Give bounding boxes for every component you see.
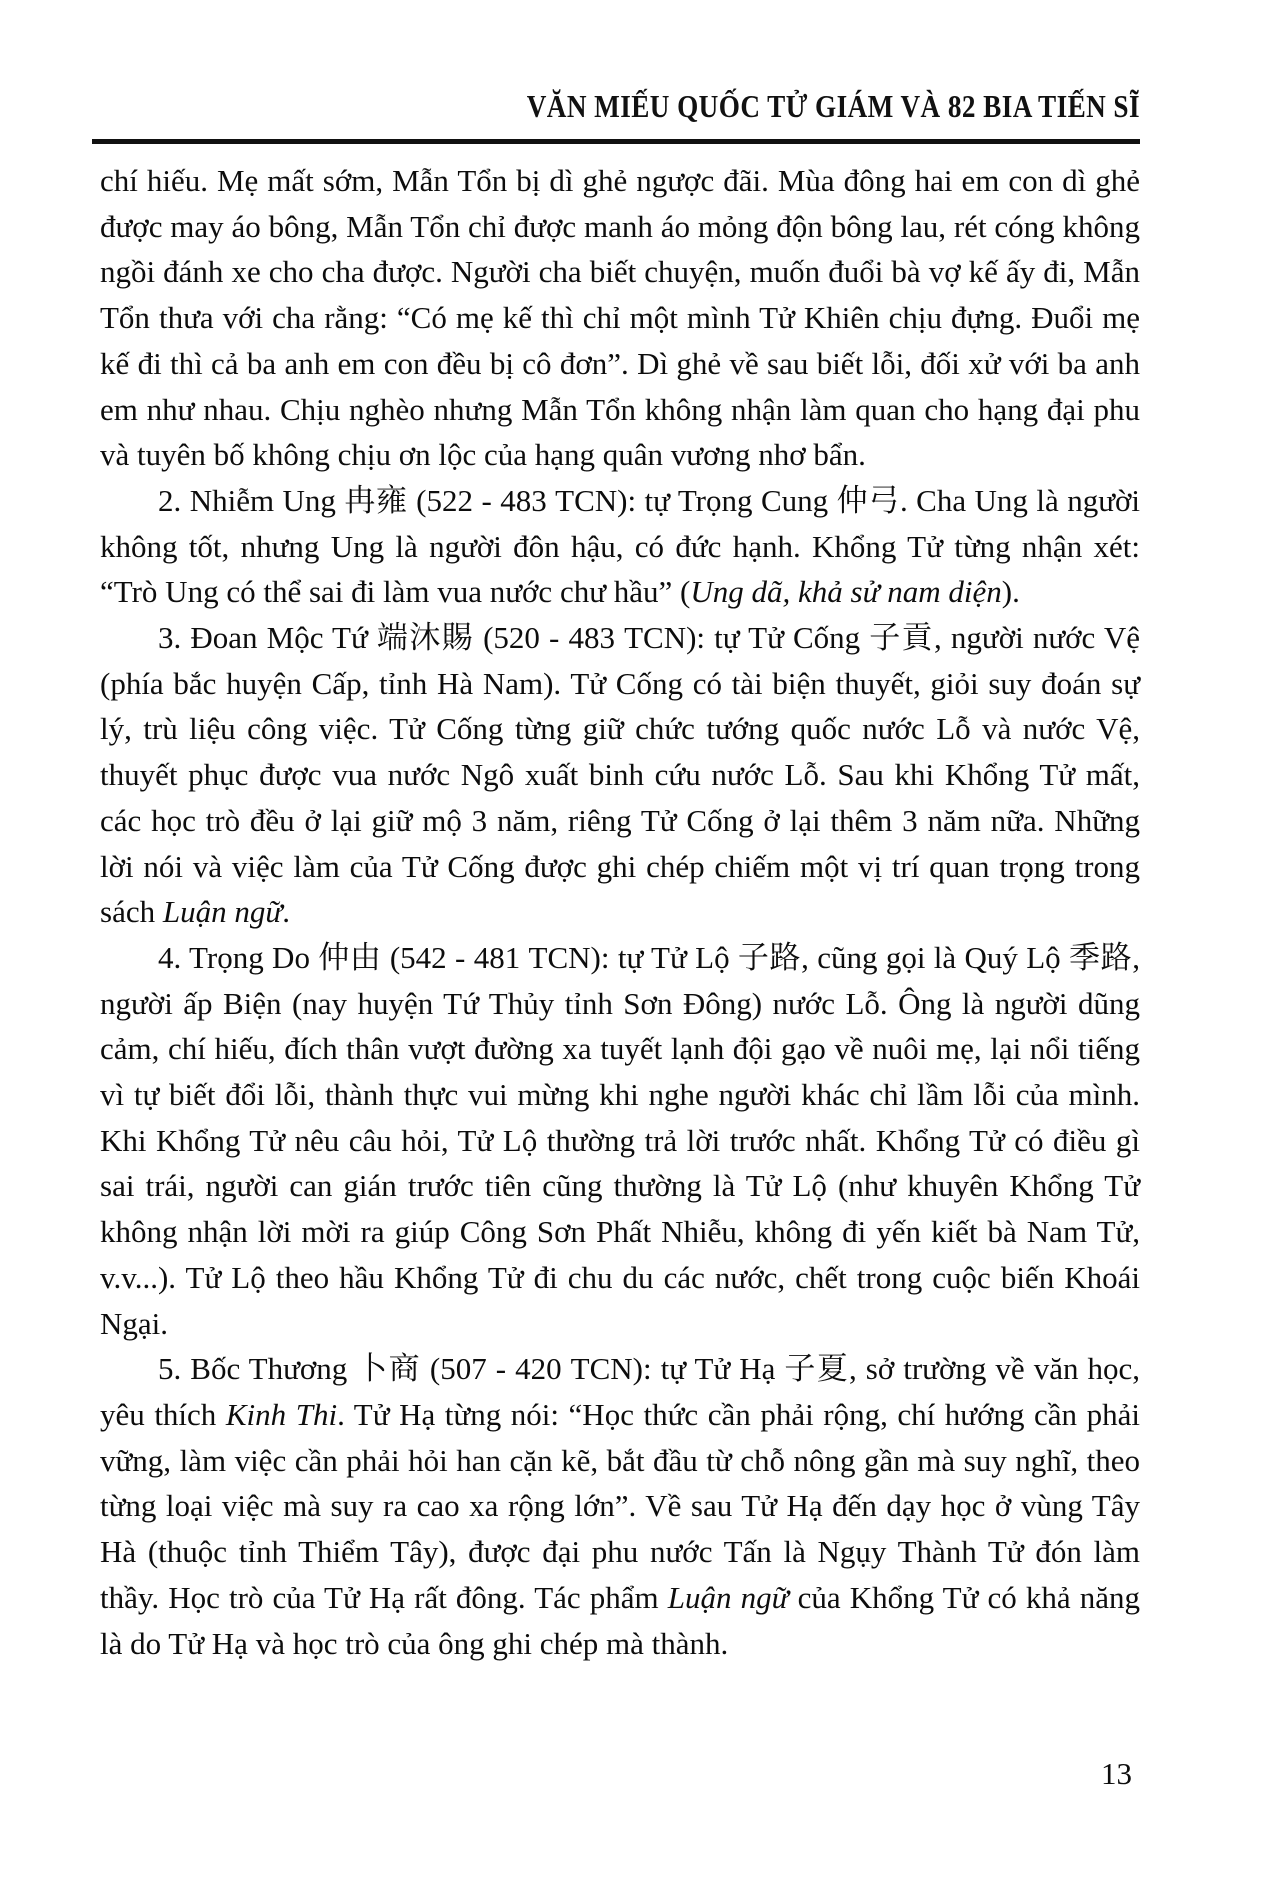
- italic-text-run: Ung dã, khả sử nam diện: [690, 574, 1002, 610]
- text-run: 4. Trọng Do 仲由 (542 - 481 TCN): tự Tử Lộ 子路, cũng gọi là Quý Lộ 季路, người ấp Biện (nay huyện Tứ Thủy tỉnh Sơn Đông) nước Lỗ. Ông là người dũng cảm, chí hiếu, đích thân vượt đường xa tuyết lạnh đội gạo về nuôi mẹ, lại nổi tiếng vì tự biết đổi lỗi, thành thực vui mừng khi nghe người khác chỉ lầm lỗi của mình. Khi Khổng Tử nêu câu hỏi, Tử Lộ thường trả lời trước nhất. Khổng Tử có điều gì sai trái, người can gián trước tiên cũng thường là Tử Lộ (như khuyên Khổng Tử không nhận lời mời ra giúp Công Sơn Phất Nhiễu, không đi yến kiết bà Nam Tử, v.v...). Tử Lộ theo hầu Khổng Tử đi chu du các nước, chết trong cuộc biến Khoái Ngại.: [100, 939, 1140, 1341]
- text-run: 3. Đoan Mộc Tứ 端沐賜 (520 - 483 TCN): tự Tử Cống 子貢, người nước Vệ (phía bắc huyện Cấp, tỉnh Hà Nam). Tử Cống có tài biện thuyết, giỏi suy đoán sự lý, trù liệu công việc. Tử Cống từng giữ chức tướng quốc nước Lỗ và nước Vệ, thuyết phục được vua nước Ngô xuất binh cứu nước Lỗ. Sau khi Khổng Tử mất, các học trò đều ở lại giữ mộ 3 năm, riêng Tử Cống ở lại thêm 3 năm nữa. Những lời nói và việc làm của Tử Cống được ghi chép chiếm một vị trí quan trọng trong sách: [100, 620, 1140, 930]
- paragraph: [100, 615, 1140, 935]
- page-number: 13: [1101, 1756, 1132, 1791]
- italic-text-run: Luận ngữ: [162, 894, 283, 930]
- text-run: ).: [1001, 574, 1020, 610]
- running-head-title: VĂN MIẾU QUỐC TỬ GIÁM VÀ 82 BIA TIẾN SĨ: [526, 88, 1140, 124]
- text-run: . Tử Hạ từng nói: “Học thức cần phải rộng, chí hướng cần phải vững, làm việc cần phải hỏi han cặn kẽ, bắt đầu từ chỗ nông gần mà suy nghĩ, theo từng loại việc mà suy ra cao xa rộng lớn”. Về sau Tử Hạ đến dạy học ở vùng Tây Hà (thuộc tỉnh Thiểm Tây), được đại phu nước Tấn là Ngụy Thành Tử đón làm thầy. Học trò của Tử Hạ rất đông. Tác phẩm: [100, 1396, 1140, 1615]
- body-text: [100, 158, 1140, 1666]
- italic-text-run: Kinh Thi: [225, 1396, 338, 1432]
- paragraph: [100, 935, 1140, 1346]
- paragraph: [100, 1346, 1140, 1666]
- paragraph: [100, 478, 1140, 615]
- text-run: 2. Nhiễm Ung 冉雍 (522 - 483 TCN): tự Trọng Cung 仲弓. Cha Ung là người không tốt, nhưng Ung là người đôn hậu, có đức hạnh. Khổng Tử từng nhận xét: “Trò Ung có thể sai đi làm vua nước chư hầu” (: [100, 482, 1140, 610]
- header-rule: [92, 139, 1140, 144]
- italic-text-run: Luận ngữ: [667, 1579, 789, 1615]
- text-run: chí hiếu. Mẹ mất sớm, Mẫn Tổn bị dì ghẻ ngược đãi. Mùa đông hai em con dì ghẻ được may áo bông, Mẫn Tổn chỉ được manh áo mỏng độn bông lau, rét cóng không ngồi đánh xe cho cha được. Người cha biết chuyện, muốn đuổi bà vợ kế ấy đi, Mẫn Tổn thưa với cha rằng: “Có mẹ kế thì chỉ một mình Tử Khiên chịu đựng. Đuổi mẹ kế đi thì cả ba anh em con đều bị cô đơn”. Dì ghẻ về sau biết lỗi, đối xử với ba anh em như nhau. Chịu nghèo nhưng Mẫn Tổn không nhận làm quan cho hạng đại phu và tuyên bố không chịu ơn lộc của hạng quân vương nhơ bẩn.: [100, 163, 1140, 473]
- text-run: của Khổng Tử có khả năng là do Tử Hạ và học trò của ông ghi chép mà thành.: [100, 1579, 1140, 1661]
- text-run: .: [282, 894, 290, 930]
- paragraph: [100, 158, 1140, 478]
- text-run: 5. Bốc Thương 卜商 (507 - 420 TCN): tự Tử Hạ 子夏, sở trường về văn học, yêu thích: [100, 1351, 1140, 1432]
